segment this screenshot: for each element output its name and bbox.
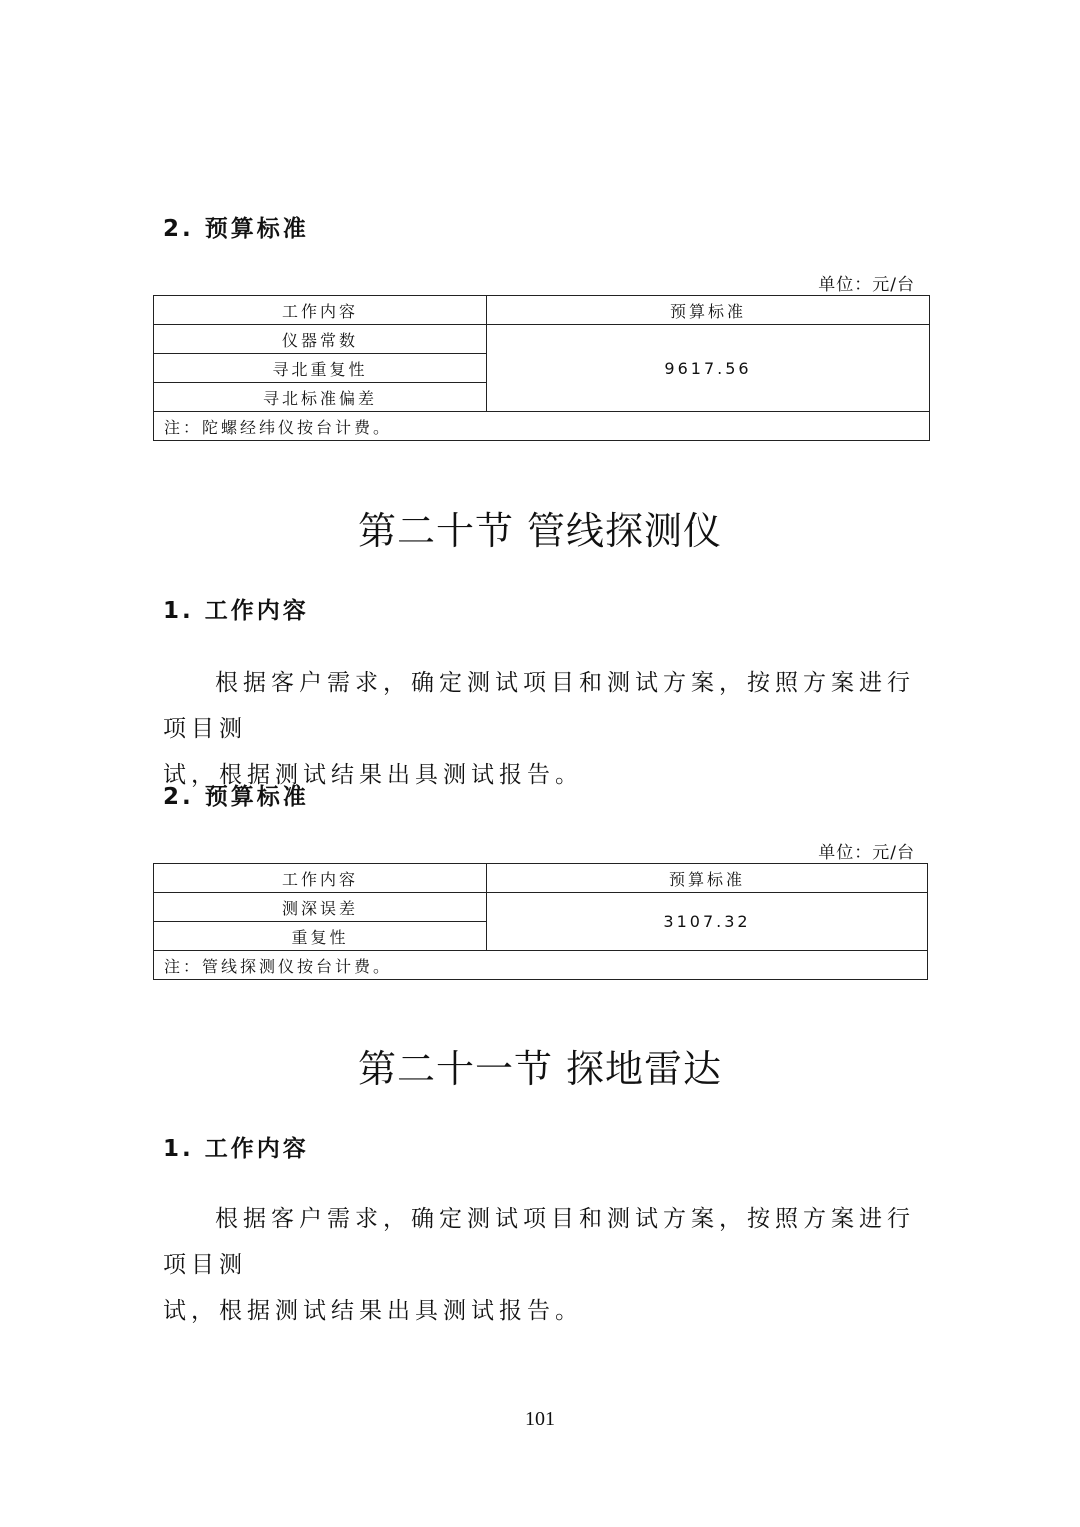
table-cell: 测深误差 — [154, 893, 487, 922]
table-note: 注：管线探测仪按台计费。 — [154, 951, 928, 980]
paragraph-line: 试，根据测试结果出具测试报告。 — [163, 762, 583, 788]
table-cell: 寻北重复性 — [154, 354, 487, 383]
table-cell: 仪器常数 — [154, 325, 487, 354]
unit-label: 单位：元/台 — [818, 843, 915, 863]
budget-heading: 2. 预算标准 — [163, 784, 309, 810]
table-header-cell: 预算标准 — [487, 864, 928, 893]
table-header-row — [154, 296, 930, 325]
table-cell: 寻北标准偏差 — [154, 383, 487, 412]
table-row — [154, 325, 930, 354]
paragraph-line: 试，根据测试结果出具测试报告。 — [163, 1298, 583, 1324]
paragraph — [163, 1196, 918, 1334]
table-header-cell: 工作内容 — [154, 864, 487, 893]
paragraph-line: 根据客户需求，确定测试项目和测试方案，按照方案进行项目测 — [163, 670, 915, 742]
table-header-cell: 工作内容 — [154, 296, 487, 325]
budget-heading: 2. 预算标准 — [163, 216, 309, 242]
budget-value: 9617.56 — [487, 325, 930, 412]
page-number: 101 — [525, 1408, 555, 1430]
unit-label: 单位：元/台 — [818, 275, 915, 295]
table-header-cell: 预算标准 — [487, 296, 930, 325]
paragraph-line: 根据客户需求，确定测试项目和测试方案，按照方案进行项目测 — [163, 1206, 915, 1278]
table-note: 注：陀螺经纬仪按台计费。 — [154, 412, 930, 441]
table-note-row — [154, 412, 930, 441]
table-cell: 重复性 — [154, 922, 487, 951]
work-heading: 1. 工作内容 — [163, 1136, 309, 1162]
work-heading: 1. 工作内容 — [163, 598, 309, 624]
budget-table — [153, 295, 930, 441]
section-title: 第二十一节 探地雷达 — [357, 1047, 723, 1091]
budget-table — [153, 863, 928, 980]
budget-value: 3107.32 — [487, 893, 928, 951]
table-row — [154, 893, 928, 922]
section-title: 第二十节 管线探测仪 — [357, 509, 723, 553]
table-header-row — [154, 864, 928, 893]
table-note-row — [154, 951, 928, 980]
